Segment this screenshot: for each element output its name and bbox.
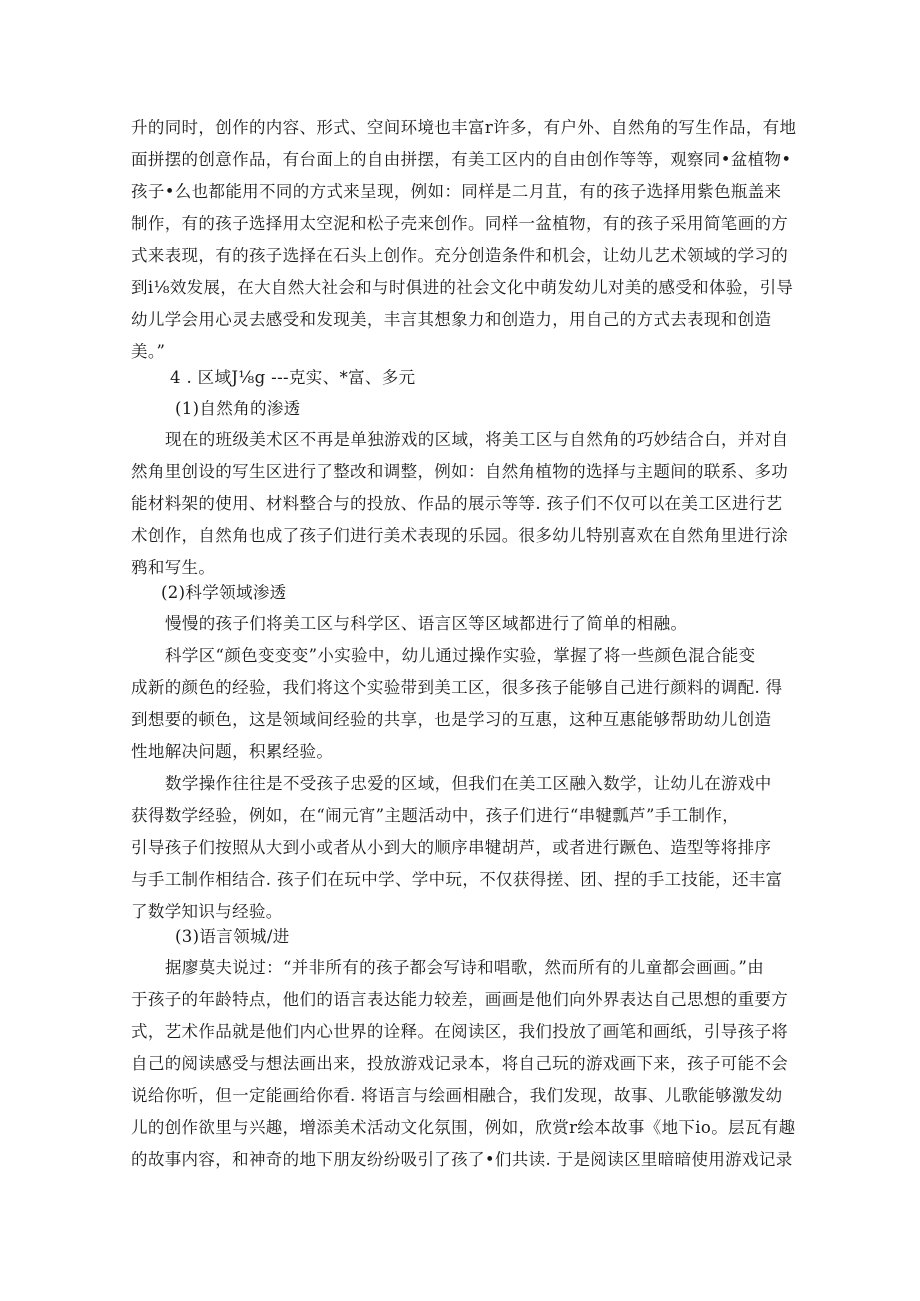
section-heading: 4 . 区域J⅛g ---克实、*富、多元: [170, 368, 416, 387]
body-line: 鸦和写生。: [131, 558, 216, 577]
body-line: 成新的颜色的经验，我们将这个实验带到美工区，很多孩子能够自己进行颜料的调配. 得: [131, 678, 783, 697]
body-line: 式来表现，有的孩子选择在石头上创作。充分创造条件和机会，让幼儿艺术领域的学习的: [131, 246, 789, 265]
body-line: 的故事内容，和神奇的地下朋友纷纷吸引了孩了•们共读. 于是阅读区里暗暗使用游戏记录: [131, 1150, 793, 1169]
body-line: 据廖莫夫说过：“并非所有的孩子都会写诗和唱歌，然而所有的儿童都会画画。”由: [165, 958, 765, 977]
body-line: 然角里创设的写生区进行了整改和调整，例如：自然角植物的选择与主题间的联系、多功: [131, 462, 789, 481]
body-line: 于孩子的年龄特点，他们的语言表达能力较差，画画是他们向外界表达自己思想的重要方: [131, 990, 789, 1009]
subsection-heading: (2)科学领域渗透: [161, 583, 287, 602]
body-line: 说给你听，但一定能画给你看. 将语言与绘画相融合，我们发现，故事、儿歌能够激发幼: [131, 1086, 783, 1105]
body-line: 了数学知识与经验。: [131, 902, 283, 921]
body-line: 制作，有的孩子选择用太空泥和松子壳来创作。同样一盆植物，有的孩子采用简笔画的方: [131, 214, 789, 233]
body-line: 儿的创作欲里与兴趣，增添美术活动文化氛围，例如，欣赏r绘本故事《地下io。层瓦有趣: [131, 1118, 796, 1137]
body-line: 自己的阅读感受与想法画出来，投放游戏记录本，将自己玩的游戏画下来，孩子可能不会: [131, 1054, 789, 1073]
body-line: 到想要的顿色，这是领域间经验的共享，也是学习的互惠，这种互惠能够帮助幼儿创造: [131, 710, 772, 729]
body-line: 式，艺术作品就是他们内心世界的诠释。在阅读区，我们投放了画笔和画纸，引导孩子将: [131, 1022, 789, 1041]
body-line: 与手工制作相结合. 孩子们在玩中学、学中玩，不仅获得搓、团、捏的手工技能，还丰富: [131, 870, 783, 889]
body-line: 升的同时，创作的内容、形式、空间环境也丰富r许多，有户外、自然角的写生作品，有地: [131, 118, 797, 137]
subsection-heading: (1)自然角的渗透: [175, 399, 301, 418]
body-line: 科学区“颜色变变变”小实验中，幼儿通过操作实验，掌握了将一些颜色混合能变: [165, 646, 756, 665]
body-line: 美。”: [131, 342, 166, 361]
subsection-heading: (3)语言领城/进: [175, 927, 290, 946]
body-line: 获得数学经验，例如，在“闹元宵”主题活动中，孩子们进行“串犍瓢芦”手工制作，: [131, 806, 740, 825]
body-line: 面拼摆的创意作品，有台面上的自由拼摆，有美工区内的自由创作等等，观察同•盆植物•: [131, 150, 792, 169]
body-line: 慢慢的孩子们将美工区与科学区、语言区等区域都进行了简单的相融。: [165, 614, 688, 633]
body-line: 数学操作往往是不受孩子忠爱的区域，但我们在美工区融入数学，让幼儿在游戏中: [165, 774, 772, 793]
body-line: 现在的班级美术区不再是单独游戏的区域，将美工区与自然角的巧妙结合白，并对自: [165, 430, 789, 449]
body-line: 术创作，自然角也成了孩子们进行美术表现的乐园。很多幼儿特别喜欢在自然角里进行涂: [131, 526, 789, 545]
body-line: 到i⅛效发展，在大自然大社会和与时俱进的社会文化中萌发幼儿对美的感受和体验，引导: [131, 278, 794, 297]
body-line: 孩子•么也都能用不同的方式来呈现，例如：同样是二月苴，有的孩子选择用紫色瓶盖来: [131, 182, 782, 201]
body-line: 能材料架的使用、材料整合与的投放、作品的展示等等. 孩子们不仅可以在美工区进行艺: [131, 494, 783, 513]
body-line: 幼儿学会用心灵去感受和发现美，丰言其想象力和创造力，用自己的方式去表现和创造: [131, 310, 772, 329]
body-line: 性地解决问题，积累经验。: [131, 742, 334, 761]
body-line: 引导孩子们按照从大到小或者从小到大的顺序串犍胡芦，或者进行蹶色、造型等将排序: [131, 838, 772, 857]
